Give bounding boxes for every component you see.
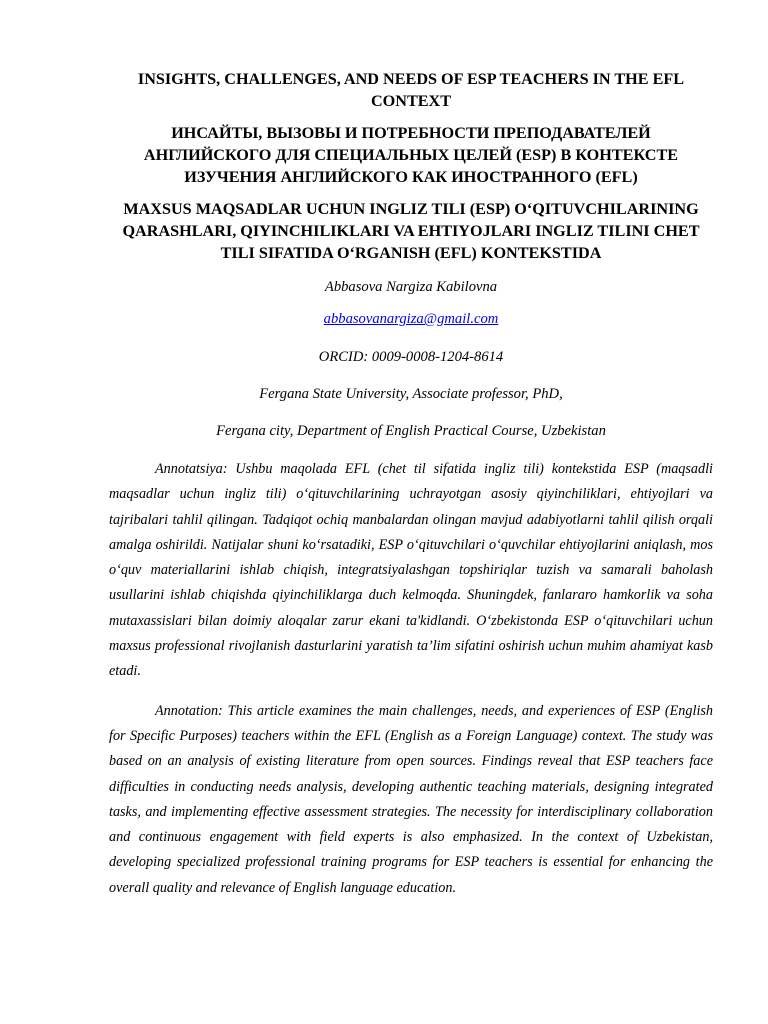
author-name: Abbasova Nargiza Kabilovna — [324, 279, 498, 295]
author-department: Fergana city, Department of English Practical Course, Uzbekistan — [216, 423, 606, 439]
abstract-english: Annotation: This article examines the main challenges, needs, and experiences of ESP (English for Specific Purposes) teachers within the EFL (English as a Foreign Language) context. The study was based on an analysis of existing literature from open sources. Findings reveal that ESP teachers face difficulties in conducting needs analysis, developing authentic teaching materials, designing integrated tasks, and implementing effective assessment strategies. The necessity for interdisciplinary collaboration and continuous engagement with field experts is also emphasized. In the context of Uzbekistan, developing specialized professional training programs for ESP teachers is essential for enhancing the overall quality and relevance of English language education. — [109, 702, 713, 896]
paper-page — [109, 0, 713, 901]
author-orcid: ORCID: 0009-0008-1204-8614 — [318, 349, 504, 365]
author-email-line — [109, 310, 713, 328]
author-affiliation: Fergana State University, Associate professor, PhD, — [259, 386, 563, 402]
paper-title-russian: ИНСАЙТЫ, ВЫЗОВЫ И ПОТРЕБНОСТИ ПРЕПОДАВАТЕЛЕЙ АНГЛИЙСКОГО ДЛЯ СПЕЦИАЛЬНЫХ ЦЕЛЕЙ (ESP) В КОНТЕКСТЕ ИЗУЧЕНИЯ АНГЛИЙСКОГО КАК ИНОСТРАННОГО (EFL) — [143, 124, 679, 186]
paper-title-english: INSIGHTS, CHALLENGES, AND NEEDS OF ESP TEACHERS IN THE EFL CONTEXT — [137, 70, 685, 110]
author-email-link[interactable]: abbasovanargiza@gmail.com — [323, 311, 499, 327]
paper-title-uzbek: MAXSUS MAQSADLAR UCHUN INGLIZ TILI (ESP) O‘QITUVCHILARINING QARASHLARI, QIYINCHILIKLARI VA EHTIYOJLARI INGLIZ TILINI CHET TILI SIFATIDA O‘RGANISH (EFL) KONTEKSTIDA — [122, 200, 700, 262]
abstract-uzbek: Annotatsiya: Ushbu maqolada EFL (chet til sifatida ingliz tili) kontekstida ESP (maqsadli maqsadlar uchun ingliz tili) o‘qituvchilarining uchrayotgan asosiy qiyinchiliklari, ehtiyojlari va tajribalari tahlil qilingan. Tadqiqot ochiq manbalardan olingan mavjud adabiyotlarni tahlil qilish orqali amalga oshirildi. Natijalar shuni ko‘rsatadiki, ESP o‘qituvchilari o‘quvchilar ehtiyojlarini aniqlash, mos o‘quv materiallarini ishlab chiqish, integratsiyalashgan topshiriqlar tuzish va samarali baholash usullarini ishlab chiqishda qiyinchiliklarga duch kelmoqda. Shuningdek, fanlararo hamkorlik va soha mutaxassislari bilan doimiy aloqalar zarur ekani ta'kidlandi. O‘zbekistonda ESP o‘qituvchilari uchun maxsus professional rivojlanish dasturlarini yaratish ta’lim sifatini oshirish uchun muhim ahamiyat kasb etadi. — [109, 461, 713, 680]
